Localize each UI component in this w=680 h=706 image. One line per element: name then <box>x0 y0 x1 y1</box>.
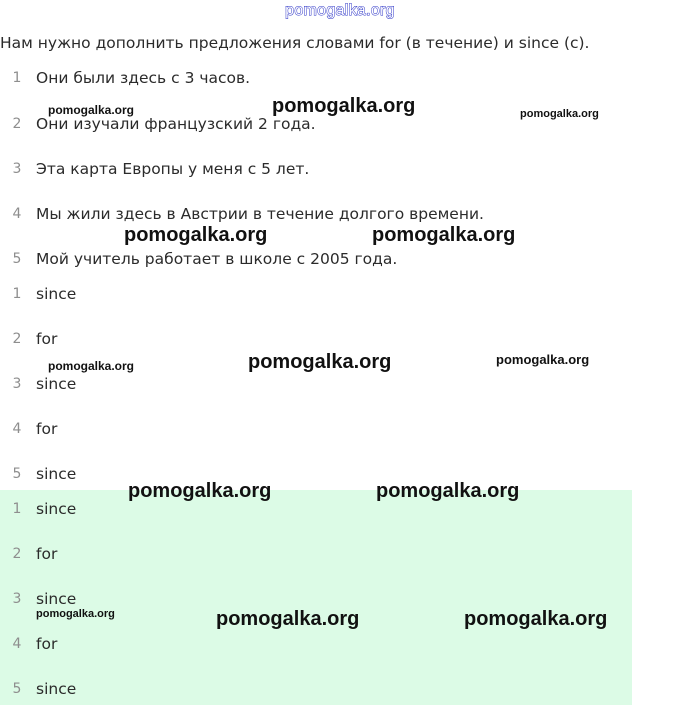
highlighted-answer-item <box>0 498 640 520</box>
answer-item <box>0 283 640 305</box>
item-number: 1 <box>12 501 22 517</box>
watermark: pomogalka.org <box>216 608 360 630</box>
watermark: pomogalka.org <box>36 608 115 620</box>
answer-text: since <box>36 590 77 608</box>
watermark: pomogalka.org <box>372 224 516 246</box>
answer-item <box>0 373 640 395</box>
answer-text: since <box>36 500 77 518</box>
site-header-link[interactable]: pomogalka.org <box>285 2 395 19</box>
watermark: pomogalka.org <box>376 480 520 502</box>
item-number: 3 <box>12 161 22 177</box>
watermark: pomogalka.org <box>520 108 599 120</box>
answer-text: for <box>36 420 58 438</box>
watermark: pomogalka.org <box>48 359 135 373</box>
item-number: 5 <box>12 251 22 267</box>
answer-text: since <box>36 285 77 303</box>
item-number: 4 <box>12 421 22 437</box>
highlighted-answer-item <box>0 543 640 565</box>
watermark: pomogalka.org <box>464 608 608 630</box>
highlighted-answer-item <box>0 588 640 610</box>
item-number: 5 <box>12 466 22 482</box>
watermark: pomogalka.org <box>496 352 590 367</box>
sentence-item <box>0 158 640 180</box>
answer-text: since <box>36 680 77 698</box>
answer-text: since <box>36 465 77 483</box>
sentence-text: Мы жили здесь в Австрии в течение долгого времени. <box>36 205 484 223</box>
watermark: pomogalka.org <box>128 480 272 502</box>
highlighted-answer-item <box>0 678 640 700</box>
task-instruction: Нам нужно дополнить предложения словами for (в течение) и since (с). <box>0 34 590 52</box>
sentence-item <box>0 67 640 89</box>
item-number: 5 <box>12 681 22 697</box>
item-number: 2 <box>12 331 22 347</box>
highlighted-answer-item <box>0 633 640 655</box>
watermark: pomogalka.org <box>248 351 392 373</box>
sentence-text: Эта карта Европы у меня с 5 лет. <box>36 160 310 178</box>
answer-text: for <box>36 635 58 653</box>
answer-text: for <box>36 545 58 563</box>
sentence-text: Они были здесь с 3 часов. <box>36 69 251 87</box>
answer-item <box>0 328 640 350</box>
watermark: pomogalka.org <box>48 103 135 117</box>
item-number: 1 <box>12 286 22 302</box>
answer-item <box>0 463 640 485</box>
answer-item <box>0 418 640 440</box>
sentence-item <box>0 248 640 270</box>
answer-text: since <box>36 375 77 393</box>
watermark: pomogalka.org <box>124 224 268 246</box>
sentence-text: Мой учитель работает в школе с 2005 года. <box>36 250 398 268</box>
item-number: 2 <box>12 116 22 132</box>
item-number: 4 <box>12 636 22 652</box>
watermark: pomogalka.org <box>272 95 416 117</box>
item-number: 4 <box>12 206 22 222</box>
item-number: 1 <box>12 70 22 86</box>
item-number: 3 <box>12 376 22 392</box>
sentence-item <box>0 203 640 225</box>
sentence-text: Они изучали французский 2 года. <box>36 115 316 133</box>
item-number: 3 <box>12 591 22 607</box>
item-number: 2 <box>12 546 22 562</box>
answer-text: for <box>36 330 58 348</box>
